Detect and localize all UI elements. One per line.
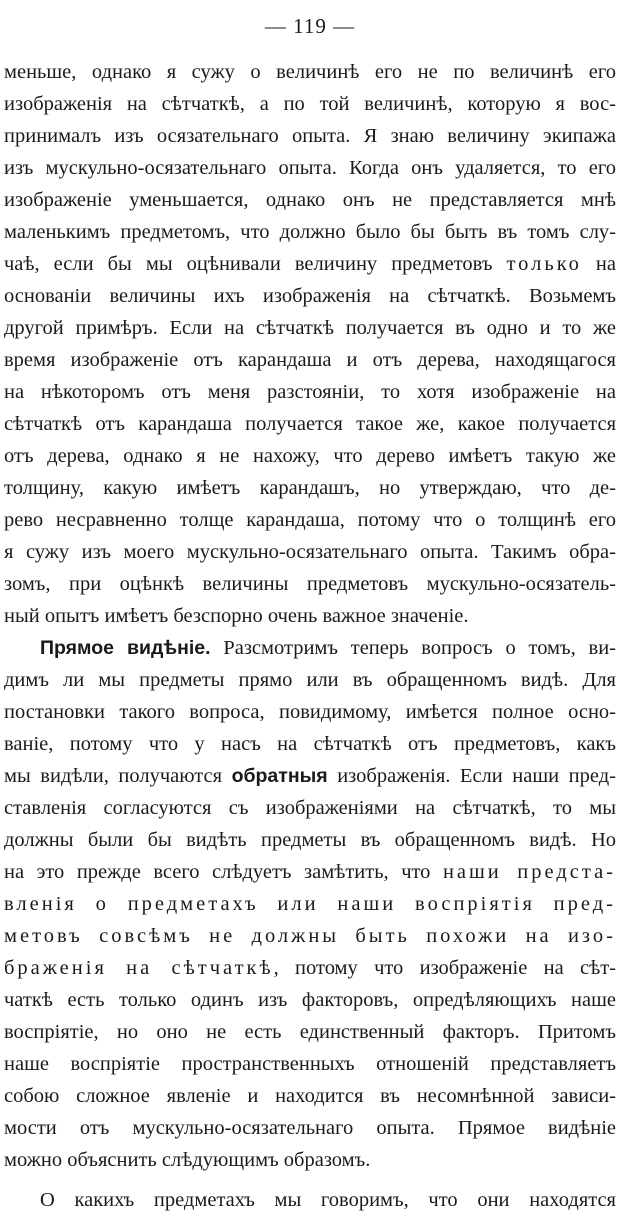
text-line: ный опытъ имѣетъ безспорно очень важное значеніе. <box>4 605 469 627</box>
text-line <box>4 952 616 984</box>
text-line: чаткѣ есть только одинъ изъ факторовъ, опредѣляющихъ наше <box>4 989 616 1011</box>
section-heading: Прямое видѣніе. <box>40 637 211 659</box>
text-line <box>4 248 616 280</box>
text-line <box>4 760 616 792</box>
text-line: зомъ, при оцѣнкѣ величины предметовъ мускульно-осязатель- <box>4 573 616 595</box>
text-run: на это прежде всего слѣдуетъ замѣтить, что <box>4 861 443 883</box>
text-line: меньше, однако я сужу о величинѣ его не по величинѣ его <box>4 61 616 83</box>
text-run: на <box>581 253 616 275</box>
spaced-emphasis: наши предста- <box>442 861 616 883</box>
text-line: маленькимъ предметомъ, что должно было бы быть въ томъ слу- <box>4 221 616 243</box>
text-line: наше воспріятіе пространственныхъ отношеній представляетъ <box>4 1053 616 1075</box>
text-line: димъ ли мы предметы прямо или въ обращенномъ видѣ. Для <box>4 669 616 691</box>
text-run: чаѣ, если бы мы оцѣнивали величину предметовъ <box>4 253 507 275</box>
text-line: изображеніе уменьшается, однако онъ не представляется мнѣ <box>4 189 616 211</box>
text-line: другой примѣръ. Если на сѣтчаткѣ получается въ одно и то же <box>4 317 616 339</box>
text-line <box>4 888 616 920</box>
text-line: сѣтчаткѣ отъ карандаша получается такое же, какое получается <box>4 413 616 435</box>
text-line: время изображеніе отъ карандаша и отъ дерева, находящагося <box>4 349 616 371</box>
text-line: ваніе, потому что у насъ на сѣтчаткѣ отъ предметовъ, какъ <box>4 733 616 755</box>
text-run: , потому что изображеніе на сѣт- <box>273 957 616 979</box>
text-line: рево несравненно толще карандаша, потому что о толщинѣ его <box>4 509 616 531</box>
page-number: — 119 — <box>264 14 356 38</box>
text-line: О какихъ предметахъ мы говоримъ, что они находятся <box>40 1189 616 1211</box>
bold-emphasis: обратныя <box>231 765 328 787</box>
spaced-emphasis: только <box>506 253 582 275</box>
text-line: на нѣкоторомъ отъ меня разстояніи, то хотя изображеніе на <box>4 381 616 403</box>
text-line: толщину, какую имѣетъ карандашъ, но утверждаю, что де- <box>4 477 616 499</box>
text-line: отъ дерева, однако я не нахожу, что дерево имѣетъ такую же <box>4 445 616 467</box>
text-line: изображенія на сѣтчаткѣ, а по той величинѣ, которую я вос- <box>4 93 616 115</box>
text-line: я сужу изъ моего мускульно-осязательнаго опыта. Такимъ обра- <box>4 541 616 563</box>
text-line: принималъ изъ осязательнаго опыта. Я знаю величину экипажа <box>4 125 616 147</box>
text-line <box>40 632 616 664</box>
text-line: можно объяснить слѣдующимъ образомъ. <box>4 1149 371 1171</box>
text-line: изъ мускульно-осязательнаго опыта. Когда онъ удаляется, то его <box>4 157 616 179</box>
text-run: Разсмотримъ теперь вопросъ о томъ, ви- <box>210 637 616 659</box>
text-line: должны были бы видѣть предметы въ обращенномъ видѣ. Но <box>4 829 616 851</box>
text-line <box>4 856 616 888</box>
text-line: воспріятіе, но оно не есть единственный факторъ. Притомъ <box>4 1021 616 1043</box>
text-run: изображенія. Если наши пред- <box>327 765 616 787</box>
spaced-emphasis: браженія на сѣтчаткѣ <box>4 957 274 979</box>
text-line <box>4 920 616 952</box>
text-line: собою сложное явленіе и находится въ несомнѣнной зависи- <box>4 1085 616 1107</box>
spaced-emphasis: вленія о предметахъ или наши воспріятія пред- <box>4 893 616 915</box>
text-run: мы видѣли, получаются <box>4 765 232 787</box>
text-line: ставленія согласуются съ изображеніями на сѣтчаткѣ, то мы <box>4 797 616 819</box>
text-line: мости отъ мускульно-осязательнаго опыта. Прямое видѣніе <box>4 1117 616 1139</box>
spaced-emphasis: метовъ совсѣмъ не должны быть похожи на изо- <box>4 925 616 947</box>
text-line: постановки такого вопроса, повидимому, имѣется полное осно- <box>4 701 616 723</box>
text-line: основаніи величины ихъ изображенія на сѣтчаткѣ. Возьмемъ <box>4 285 616 307</box>
